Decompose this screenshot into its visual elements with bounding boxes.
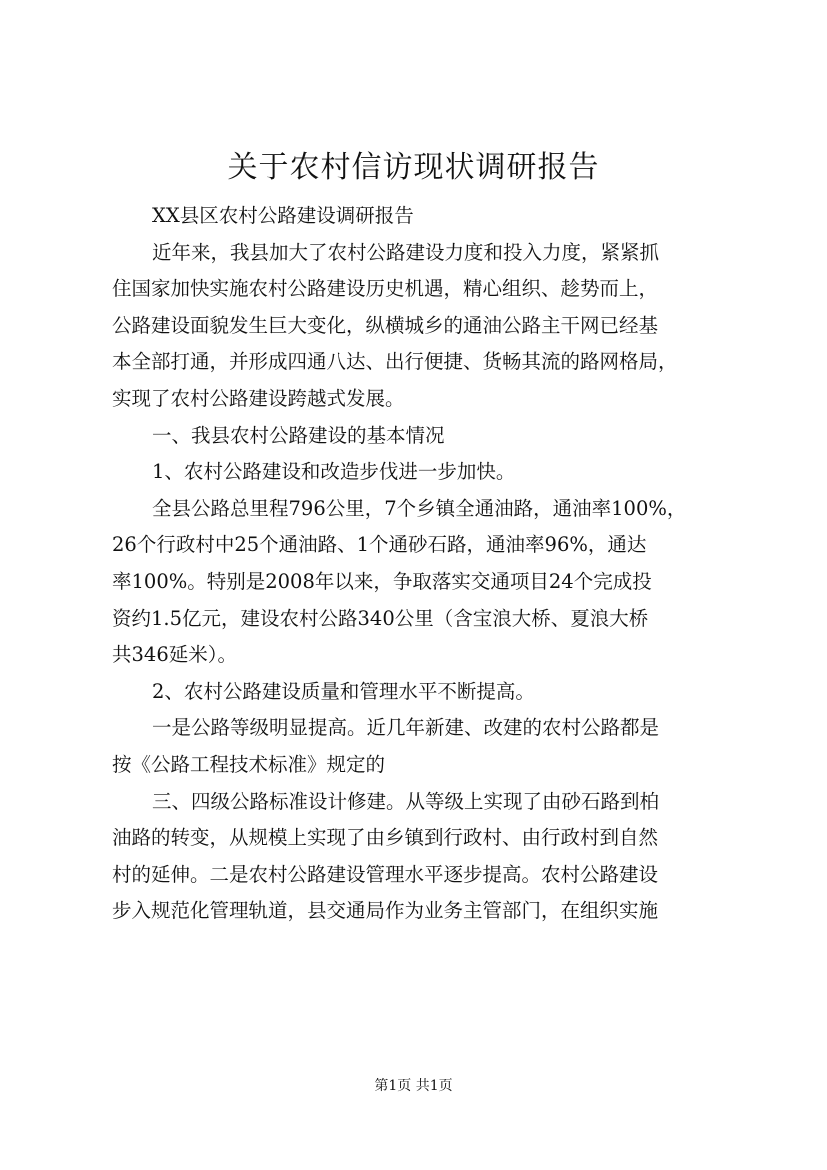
document-title: 关于农村信访现状调研报告: [227, 150, 600, 185]
paragraph-line: 实现了农村公路建设跨越式发展。: [112, 386, 405, 410]
paragraph-line: 住国家加快实施农村公路建设历史机遇，精心组织、趁势而上，: [112, 277, 659, 301]
paragraph-line: 率100%。特别是2008年以来，争取落实交通项目24个完成投: [112, 569, 652, 593]
paragraph-line: 共346延米）。: [112, 643, 237, 667]
subtitle-line: XX县区农村公路建设调研报告: [152, 204, 414, 227]
paragraph-line: 全县公路总里程796公里，7个乡镇全通油路，通油率100%，: [152, 496, 687, 520]
paragraph-line: 一是公路等级明显提高。近几年新建、改建的农村公路都是: [152, 716, 660, 740]
subsection-heading: 1、农村公路建设和改造步伐进一步加快。: [152, 460, 516, 484]
page-footer: 第1页 共1页: [374, 1078, 453, 1094]
paragraph-line: 资约1.5亿元，建设农村公路340公里（含宝浪大桥、夏浪大桥: [112, 606, 649, 630]
paragraph-line: 公路建设面貌发生巨大变化，纵横城乡的通油公路主干网已经基: [112, 313, 659, 337]
document-body: [112, 198, 726, 930]
section-heading: 一、我县农村公路建设的基本情况: [152, 423, 445, 447]
paragraph-line: 油路的转变，从规模上实现了由乡镇到行政村、由行政村到自然: [112, 826, 659, 850]
paragraph-line: 村的延伸。二是农村公路建设管理水平逐步提高。农村公路建设: [112, 862, 659, 886]
paragraph-line: 按《公路工程技术标准》规定的: [112, 752, 386, 776]
paragraph-line: 26个行政村中25个通油路、1个通砂石路，通油率96%，通达: [112, 533, 647, 557]
subsection-heading: 2、农村公路建设质量和管理水平不断提高。: [152, 679, 535, 703]
paragraph-line: 本全部打通，并形成四通八达、出行便捷、货畅其流的路网格局，: [112, 350, 678, 374]
paragraph-line: 近年来，我县加大了农村公路建设力度和投入力度，紧紧抓: [152, 240, 660, 264]
paragraph-line: 步入规范化管理轨道，县交通局作为业务主管部门，在组织实施: [112, 899, 659, 923]
paragraph-line: 三、四级公路标准设计修建。从等级上实现了由砂石路到柏: [152, 789, 660, 813]
